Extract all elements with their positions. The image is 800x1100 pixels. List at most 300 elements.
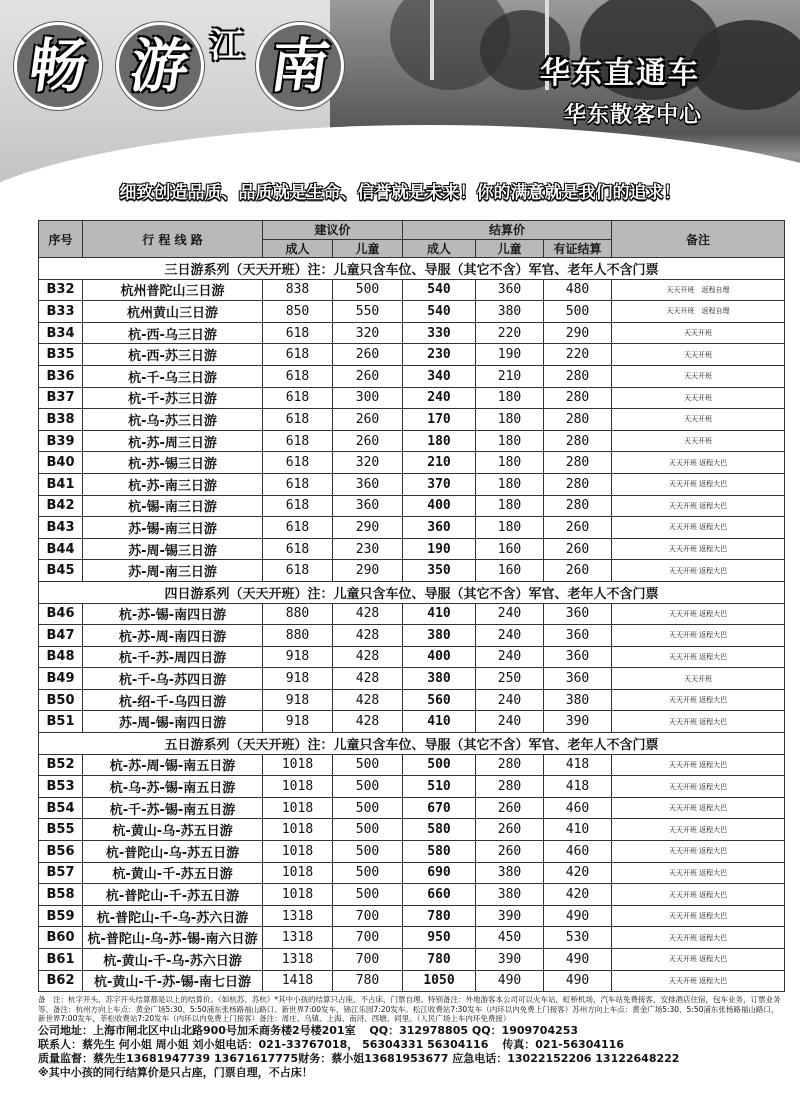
table-row xyxy=(39,430,785,452)
suggested-child-price: 260 xyxy=(333,409,403,431)
route-code: B32 xyxy=(39,279,83,301)
suggested-child-price: 260 xyxy=(333,365,403,387)
route-name: 杭-苏-周-锡-南五日游 xyxy=(83,754,263,776)
address-line xyxy=(38,1024,784,1038)
certified-settlement-price: 260 xyxy=(544,517,612,539)
brand-small-char: 江 xyxy=(210,26,244,66)
suggested-child-price: 500 xyxy=(333,862,403,884)
certified-settlement-price: 360 xyxy=(544,625,612,647)
suggested-adult-price: 1018 xyxy=(263,884,333,906)
settlement-child-price: 280 xyxy=(476,776,544,798)
certified-settlement-price: 360 xyxy=(544,668,612,690)
table-row xyxy=(39,517,785,539)
settlement-adult-price: 580 xyxy=(403,841,476,863)
suggested-adult-price: 880 xyxy=(263,603,333,625)
route-name: 杭-黄山-千-苏-锡-南七日游 xyxy=(83,970,263,992)
settlement-adult-price: 780 xyxy=(403,949,476,971)
certified-settlement-price: 280 xyxy=(544,473,612,495)
table-row xyxy=(39,322,785,344)
route-code: B38 xyxy=(39,409,83,431)
route-code: B58 xyxy=(39,884,83,906)
route-code: B37 xyxy=(39,387,83,409)
route-code: B44 xyxy=(39,538,83,560)
route-name: 杭州黄山三日游 xyxy=(83,301,263,323)
table-row xyxy=(39,473,785,495)
suggested-child-price: 550 xyxy=(333,301,403,323)
suggested-child-price: 780 xyxy=(333,970,403,992)
table-row xyxy=(39,279,785,301)
certified-settlement-price: 290 xyxy=(544,322,612,344)
remark: 天天开班 返程大巴 xyxy=(612,473,785,495)
settlement-adult-price: 1050 xyxy=(403,970,476,992)
settlement-child-price: 240 xyxy=(476,711,544,733)
header-note: 备注 xyxy=(612,221,785,258)
settlement-adult-price: 780 xyxy=(403,905,476,927)
suggested-adult-price: 918 xyxy=(263,711,333,733)
route-name: 杭-千-苏-周四日游 xyxy=(83,646,263,668)
suggested-adult-price: 618 xyxy=(263,495,333,517)
table-row xyxy=(39,949,785,971)
suggested-adult-price: 618 xyxy=(263,517,333,539)
section-title: 五日游系列（天天开班）注：儿童只含车位、导服（其它不含）军官、老年人不含门票 xyxy=(39,733,785,755)
certified-settlement-price: 380 xyxy=(544,689,612,711)
certified-settlement-price: 530 xyxy=(544,927,612,949)
remark: 天天开班 返程大巴 xyxy=(612,495,785,517)
settlement-child-price: 240 xyxy=(476,603,544,625)
table-row xyxy=(39,625,785,647)
certified-settlement-price: 480 xyxy=(544,279,612,301)
suggested-adult-price: 918 xyxy=(263,668,333,690)
quality-line: 质量监督：蔡先生13681947739 13671617775财务：蔡小姐13681953677 应急电话：13022152206 13122648222 xyxy=(38,1051,680,1065)
suggested-child-price: 360 xyxy=(333,473,403,495)
settlement-adult-price: 170 xyxy=(403,409,476,431)
route-code: B47 xyxy=(39,625,83,647)
route-name: 杭-乌-苏三日游 xyxy=(83,409,263,431)
settlement-adult-price: 360 xyxy=(403,517,476,539)
remark: 天天开班 返程大巴 xyxy=(612,841,785,863)
table-row xyxy=(39,646,785,668)
settlement-child-price: 490 xyxy=(476,970,544,992)
remark: 天天开班 返程大巴 xyxy=(612,603,785,625)
route-code: B55 xyxy=(39,819,83,841)
settlement-adult-price: 690 xyxy=(403,862,476,884)
certified-settlement-price: 390 xyxy=(544,711,612,733)
settlement-child-price: 260 xyxy=(476,841,544,863)
table-row xyxy=(39,387,785,409)
settlement-adult-price: 660 xyxy=(403,884,476,906)
certified-settlement-price: 420 xyxy=(544,884,612,906)
settlement-adult-price: 400 xyxy=(403,495,476,517)
qq-numbers: QQ：312978805 QQ：1909704253 xyxy=(369,1023,579,1037)
remark: 天天开班 xyxy=(612,322,785,344)
route-name: 苏-周-锡-南四日游 xyxy=(83,711,263,733)
table-row xyxy=(39,365,785,387)
certified-settlement-price: 490 xyxy=(544,970,612,992)
section-header xyxy=(39,733,785,755)
settlement-child-price: 180 xyxy=(476,473,544,495)
settlement-child-price: 220 xyxy=(476,322,544,344)
remark: 天天开班 xyxy=(612,344,785,366)
settlement-adult-price: 210 xyxy=(403,452,476,474)
table-row xyxy=(39,603,785,625)
suggested-adult-price: 1018 xyxy=(263,776,333,798)
route-name: 杭-锡-南三日游 xyxy=(83,495,263,517)
route-name: 杭-西-苏三日游 xyxy=(83,344,263,366)
suggested-adult-price: 618 xyxy=(263,452,333,474)
header-cert: 有证结算 xyxy=(544,239,612,258)
settlement-child-price: 180 xyxy=(476,517,544,539)
suggested-child-price: 500 xyxy=(333,279,403,301)
route-name: 杭-苏-周-南四日游 xyxy=(83,625,263,647)
suggested-adult-price: 618 xyxy=(263,322,333,344)
certified-settlement-price: 280 xyxy=(544,409,612,431)
settlement-adult-price: 410 xyxy=(403,711,476,733)
table-row xyxy=(39,538,785,560)
settlement-adult-price: 540 xyxy=(403,279,476,301)
route-code: B57 xyxy=(39,862,83,884)
remark: 天天开班 返程大巴 xyxy=(612,646,785,668)
table-row xyxy=(39,452,785,474)
certified-settlement-price: 490 xyxy=(544,905,612,927)
settlement-child-price: 190 xyxy=(476,344,544,366)
route-code: B50 xyxy=(39,689,83,711)
section-header xyxy=(39,258,785,280)
footer-notes: 备 注：杭字开头、苏字开头结算都是以上的结算价。《如杭苏、苏杭》*其中小孩的结算只占座。不占床，门票自理。特别备注：外地游客本公司可以火车站，虹桥机场，汽车站免费接客，安排酒店住宿，包车业务，订票业务等。备注：杭州方向上车点：黄金广场5:30、5:50浦东张杨路福山路口。新世界7:00发车，锦江乐园7:20发车。松江收费站7:30发车（内环以内免费上门接客）苏州方向上车点：黄金广场5:30、5:50浦东张杨路福山路口，新世界7:00发车，莘松收费站7:20发车（内环以内免费上门接客）备注：周庄、乌镇、上海、南浔、西塘、同里。（人民广场上车内环免费接） xyxy=(38,995,781,1023)
section-title: 四日游系列（天天开班）注：儿童只含车位、导服（其它不含）军官、老年人不含门票 xyxy=(39,581,785,603)
settlement-child-price: 260 xyxy=(476,797,544,819)
settlement-child-price: 240 xyxy=(476,646,544,668)
remark: 天天开班 返程大巴 xyxy=(612,797,785,819)
route-name: 苏-周-南三日游 xyxy=(83,560,263,582)
suggested-adult-price: 1018 xyxy=(263,797,333,819)
footer-warning: ※其中小孩的同行结算价是只占座，门票自理，不占床！ xyxy=(38,1065,313,1079)
settlement-child-price: 180 xyxy=(476,387,544,409)
settlement-adult-price: 350 xyxy=(403,560,476,582)
suggested-child-price: 428 xyxy=(333,603,403,625)
route-name: 杭-千-乌-苏四日游 xyxy=(83,668,263,690)
route-code: B35 xyxy=(39,344,83,366)
route-code: B39 xyxy=(39,430,83,452)
remark: 天天开班 xyxy=(612,430,785,452)
certified-settlement-price: 280 xyxy=(544,495,612,517)
settlement-child-price: 380 xyxy=(476,301,544,323)
suggested-child-price: 230 xyxy=(333,538,403,560)
suggested-adult-price: 1318 xyxy=(263,927,333,949)
remark: 天天开班 xyxy=(612,365,785,387)
settlement-child-price: 380 xyxy=(476,862,544,884)
remark: 天天开班 返程大巴 xyxy=(612,754,785,776)
settlement-child-price: 180 xyxy=(476,495,544,517)
remark: 天天开班 返程大巴 xyxy=(612,949,785,971)
certified-settlement-price: 418 xyxy=(544,776,612,798)
page-subtitle: 华东散客中心 xyxy=(564,103,703,128)
settlement-adult-price: 580 xyxy=(403,819,476,841)
settlement-adult-price: 340 xyxy=(403,365,476,387)
price-table xyxy=(38,220,785,992)
settlement-child-price: 160 xyxy=(476,538,544,560)
remark: 天天开班 xyxy=(612,387,785,409)
route-code: B51 xyxy=(39,711,83,733)
certified-settlement-price: 280 xyxy=(544,365,612,387)
settlement-child-price: 180 xyxy=(476,452,544,474)
settlement-adult-price: 670 xyxy=(403,797,476,819)
route-code: B48 xyxy=(39,646,83,668)
route-name: 杭-普陀山-千-乌-苏六日游 xyxy=(83,905,263,927)
settlement-adult-price: 500 xyxy=(403,754,476,776)
route-name: 杭-黄山-千-乌-苏六日游 xyxy=(83,949,263,971)
certified-settlement-price: 280 xyxy=(544,452,612,474)
suggested-child-price: 700 xyxy=(333,905,403,927)
suggested-adult-price: 1418 xyxy=(263,970,333,992)
suggested-child-price: 320 xyxy=(333,452,403,474)
settlement-adult-price: 560 xyxy=(403,689,476,711)
certified-settlement-price: 280 xyxy=(544,430,612,452)
route-code: B43 xyxy=(39,517,83,539)
route-code: B49 xyxy=(39,668,83,690)
table-row xyxy=(39,409,785,431)
certified-settlement-price: 418 xyxy=(544,754,612,776)
route-name: 杭-千-乌三日游 xyxy=(83,365,263,387)
route-code: B45 xyxy=(39,560,83,582)
remark: 天天开班 返程大巴 xyxy=(612,452,785,474)
settlement-child-price: 180 xyxy=(476,409,544,431)
suggested-adult-price: 1018 xyxy=(263,862,333,884)
settlement-adult-price: 410 xyxy=(403,603,476,625)
remark: 天天开班 返程大巴 xyxy=(612,905,785,927)
settlement-adult-price: 190 xyxy=(403,538,476,560)
certified-settlement-price: 260 xyxy=(544,538,612,560)
settlement-child-price: 240 xyxy=(476,689,544,711)
remark: 天天开班 返程大巴 xyxy=(612,776,785,798)
route-name: 杭-千-苏三日游 xyxy=(83,387,263,409)
suggested-adult-price: 880 xyxy=(263,625,333,647)
certified-settlement-price: 280 xyxy=(544,387,612,409)
route-code: B61 xyxy=(39,949,83,971)
remark: 天天开班 返程大巴 xyxy=(612,625,785,647)
table-row xyxy=(39,711,785,733)
table-row xyxy=(39,668,785,690)
suggested-adult-price: 618 xyxy=(263,387,333,409)
header-settle-child: 儿童 xyxy=(476,239,544,258)
settlement-adult-price: 380 xyxy=(403,625,476,647)
route-code: B62 xyxy=(39,970,83,992)
remark: 天天开班 返程自理 xyxy=(612,301,785,323)
settlement-adult-price: 180 xyxy=(403,430,476,452)
route-name: 杭-千-苏-锡-南五日游 xyxy=(83,797,263,819)
table-row xyxy=(39,495,785,517)
remark: 天天开班 返程大巴 xyxy=(612,927,785,949)
settlement-child-price: 250 xyxy=(476,668,544,690)
table-row xyxy=(39,884,785,906)
certified-settlement-price: 420 xyxy=(544,862,612,884)
suggested-child-price: 500 xyxy=(333,797,403,819)
route-code: B46 xyxy=(39,603,83,625)
settlement-child-price: 260 xyxy=(476,819,544,841)
suggested-child-price: 428 xyxy=(333,711,403,733)
suggested-adult-price: 1318 xyxy=(263,905,333,927)
suggested-child-price: 428 xyxy=(333,689,403,711)
suggested-adult-price: 618 xyxy=(263,409,333,431)
table-row xyxy=(39,560,785,582)
route-name: 杭-普陀山-千-苏五日游 xyxy=(83,884,263,906)
settlement-adult-price: 330 xyxy=(403,322,476,344)
remark: 天天开班 返程大巴 xyxy=(612,517,785,539)
table-row xyxy=(39,797,785,819)
header-adult: 成人 xyxy=(263,239,333,258)
header-settlement: 结算价 xyxy=(403,221,612,240)
remark: 天天开班 返程大巴 xyxy=(612,862,785,884)
suggested-adult-price: 918 xyxy=(263,689,333,711)
table-row xyxy=(39,776,785,798)
suggested-child-price: 360 xyxy=(333,495,403,517)
route-name: 杭-黄山-千-苏五日游 xyxy=(83,862,263,884)
route-name: 杭-绍-千-乌四日游 xyxy=(83,689,263,711)
route-name: 杭-苏-锡-南四日游 xyxy=(83,603,263,625)
suggested-child-price: 500 xyxy=(333,819,403,841)
settlement-child-price: 240 xyxy=(476,625,544,647)
suggested-child-price: 700 xyxy=(333,949,403,971)
route-code: B42 xyxy=(39,495,83,517)
brand-circle-2: 游 xyxy=(116,22,204,110)
route-code: B53 xyxy=(39,776,83,798)
certified-settlement-price: 360 xyxy=(544,646,612,668)
settlement-adult-price: 230 xyxy=(403,344,476,366)
remark: 天天开班 返程大巴 xyxy=(612,819,785,841)
route-code: B52 xyxy=(39,754,83,776)
suggested-adult-price: 1018 xyxy=(263,754,333,776)
certified-settlement-price: 410 xyxy=(544,819,612,841)
table-row xyxy=(39,841,785,863)
settlement-child-price: 160 xyxy=(476,560,544,582)
suggested-child-price: 320 xyxy=(333,322,403,344)
settlement-adult-price: 370 xyxy=(403,473,476,495)
table-row xyxy=(39,754,785,776)
suggested-adult-price: 618 xyxy=(263,430,333,452)
remark: 天天开班 返程自理 xyxy=(612,279,785,301)
settlement-adult-price: 240 xyxy=(403,387,476,409)
suggested-child-price: 300 xyxy=(333,387,403,409)
route-code: B56 xyxy=(39,841,83,863)
settlement-child-price: 380 xyxy=(476,884,544,906)
header-route: 行 程 线 路 xyxy=(83,221,263,258)
table-row xyxy=(39,970,785,992)
table-row xyxy=(39,927,785,949)
route-code: B60 xyxy=(39,927,83,949)
route-name: 杭-普陀山-乌-苏五日游 xyxy=(83,841,263,863)
suggested-child-price: 500 xyxy=(333,754,403,776)
certified-settlement-price: 220 xyxy=(544,344,612,366)
table-row xyxy=(39,862,785,884)
suggested-child-price: 260 xyxy=(333,430,403,452)
remark: 天天开班 返程大巴 xyxy=(612,538,785,560)
suggested-child-price: 428 xyxy=(333,625,403,647)
fax: 传真：021-56304116 xyxy=(502,1037,624,1051)
suggested-adult-price: 918 xyxy=(263,646,333,668)
header-suggested: 建议价 xyxy=(263,221,403,240)
brand-circle-1: 畅 xyxy=(14,22,102,110)
route-code: B59 xyxy=(39,905,83,927)
suggested-child-price: 500 xyxy=(333,776,403,798)
table-row xyxy=(39,689,785,711)
certified-settlement-price: 460 xyxy=(544,841,612,863)
route-code: B40 xyxy=(39,452,83,474)
suggested-adult-price: 618 xyxy=(263,560,333,582)
route-name: 杭-苏-周三日游 xyxy=(83,430,263,452)
contact-line xyxy=(38,1038,784,1052)
suggested-adult-price: 1018 xyxy=(263,819,333,841)
settlement-child-price: 360 xyxy=(476,279,544,301)
remark: 天天开班 xyxy=(612,409,785,431)
remark: 天天开班 返程大巴 xyxy=(612,711,785,733)
brand-circle-3: 南 xyxy=(256,22,344,110)
settlement-adult-price: 510 xyxy=(403,776,476,798)
suggested-adult-price: 1018 xyxy=(263,841,333,863)
settlement-child-price: 210 xyxy=(476,365,544,387)
route-name: 杭-普陀山-乌-苏-锡-南六日游 xyxy=(83,927,263,949)
suggested-adult-price: 618 xyxy=(263,365,333,387)
header-settle-adult: 成人 xyxy=(403,239,476,258)
suggested-child-price: 428 xyxy=(333,646,403,668)
route-code: B54 xyxy=(39,797,83,819)
route-code: B36 xyxy=(39,365,83,387)
route-name: 杭-黄山-乌-苏五日游 xyxy=(83,819,263,841)
route-code: B33 xyxy=(39,301,83,323)
company-address: 公司地址：上海市闸北区中山北路900号加禾商务楼2号楼201室 xyxy=(38,1023,356,1037)
suggested-adult-price: 618 xyxy=(263,344,333,366)
settlement-child-price: 450 xyxy=(476,927,544,949)
route-name: 杭-苏-锡三日游 xyxy=(83,452,263,474)
remark: 天天开班 返程大巴 xyxy=(612,560,785,582)
table-row xyxy=(39,301,785,323)
route-name: 苏-锡-南三日游 xyxy=(83,517,263,539)
settlement-child-price: 390 xyxy=(476,905,544,927)
header-child: 儿童 xyxy=(333,239,403,258)
route-code: B34 xyxy=(39,322,83,344)
certified-settlement-price: 460 xyxy=(544,797,612,819)
suggested-adult-price: 618 xyxy=(263,538,333,560)
table-body xyxy=(39,258,785,992)
certified-settlement-price: 360 xyxy=(544,603,612,625)
table-row xyxy=(39,819,785,841)
suggested-adult-price: 618 xyxy=(263,473,333,495)
footer xyxy=(38,995,784,1080)
slogan: 细致创造品质、品质就是生命、信誉就是未来！你的满意就是我们的追求！ xyxy=(119,183,681,203)
certified-settlement-price: 500 xyxy=(544,301,612,323)
certified-settlement-price: 260 xyxy=(544,560,612,582)
remark: 天天开班 返程大巴 xyxy=(612,970,785,992)
table-row xyxy=(39,905,785,927)
suggested-child-price: 290 xyxy=(333,560,403,582)
suggested-adult-price: 838 xyxy=(263,279,333,301)
table-row xyxy=(39,344,785,366)
remark: 天天开班 返程大巴 xyxy=(612,689,785,711)
settlement-adult-price: 950 xyxy=(403,927,476,949)
route-name: 杭-西-乌三日游 xyxy=(83,322,263,344)
settlement-child-price: 280 xyxy=(476,754,544,776)
route-name: 杭州普陀山三日游 xyxy=(83,279,263,301)
suggested-child-price: 260 xyxy=(333,344,403,366)
section-header xyxy=(39,581,785,603)
route-name: 杭-乌-苏-锡-南五日游 xyxy=(83,776,263,798)
suggested-child-price: 500 xyxy=(333,884,403,906)
settlement-child-price: 390 xyxy=(476,949,544,971)
route-code: B41 xyxy=(39,473,83,495)
route-name: 苏-周-锡三日游 xyxy=(83,538,263,560)
certified-settlement-price: 490 xyxy=(544,949,612,971)
suggested-child-price: 700 xyxy=(333,927,403,949)
suggested-child-price: 290 xyxy=(333,517,403,539)
suggested-child-price: 500 xyxy=(333,841,403,863)
